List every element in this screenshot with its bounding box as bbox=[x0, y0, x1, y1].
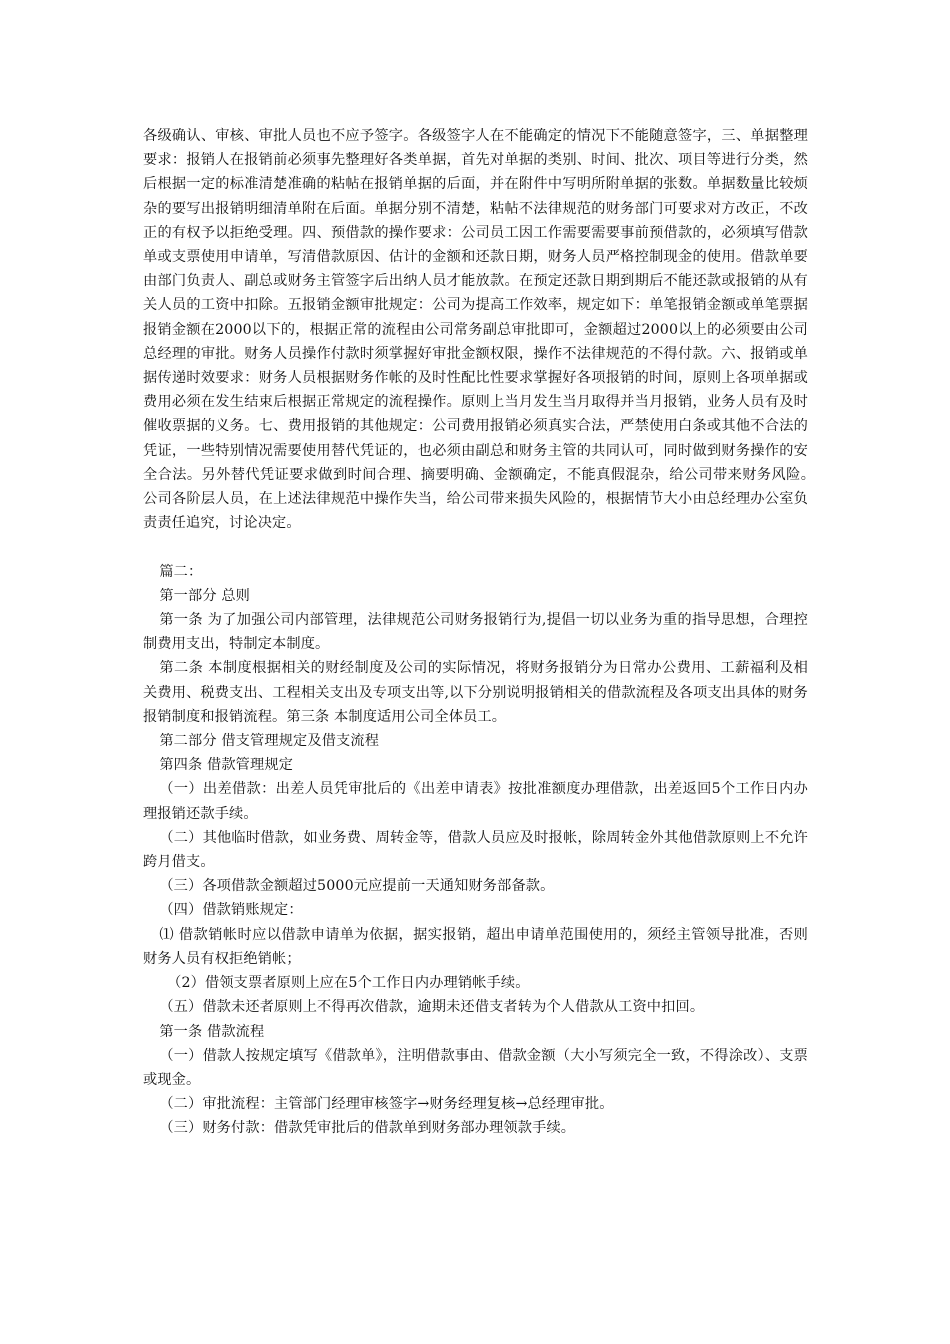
section-heading-part-two: 篇二： bbox=[159, 563, 203, 580]
article-loan-process-heading: 第一条 借款流程 bbox=[159, 1023, 265, 1040]
document-page bbox=[143, 124, 823, 1141]
item-temporary-loan: （二）其他临时借款，如业务费、周转金等，借款人员应及时报帐，除周转金外其他借款原则上不允许跨月借支。 bbox=[143, 829, 808, 871]
part-heading-general-provisions: 第一部分 总则 bbox=[159, 587, 251, 604]
subitem-cheque-settlement: （2）借领支票者原则上应在5个工作日内办理销帐手续。 bbox=[167, 975, 530, 992]
article-one: 第一条 为了加强公司内部管理，法律规范公司财务报销行为,提倡一切以业务为重的指导思想，合理控制费用支出，特制定本制度。 bbox=[143, 612, 808, 653]
item-finance-payment: （三）财务付款：借款凭审批后的借款单到财务部办理领款手续。 bbox=[159, 1120, 576, 1137]
item-unpaid-loan: （五）借款未还者原则上不得再次借款，逾期未还借支者转为个人借款从工资中扣回。 bbox=[159, 999, 705, 1016]
item-fill-loan-form: （一）借款人按规定填写《借款单》，注明借款事由、借款金额（大小写须完全一致，不得涂改）、支票或现金。 bbox=[143, 1047, 808, 1088]
article-two-three: 第二条 本制度根据相关的财经制度及公司的实际情况，将财务报销分为日常办公费用、工薪福利及相关费用、税费支出、工程相关支出及专项支出等,以下分别说明报销相关的借款流程及各项支出具体的财务报销制度和报销流程。第三条 本制度适用公司全体员工。 bbox=[143, 660, 808, 725]
item-loan-settlement: （四）借款销账规定： bbox=[159, 902, 303, 919]
part-heading-borrowing: 第二部分 借支管理规定及借支流程 bbox=[159, 733, 380, 750]
item-approval-process: （二）审批流程：主管部门经理审核签字→财务经理复核→总经理审批。 bbox=[159, 1096, 614, 1113]
subitem-settlement-basis: ⑴ 借款销帐时应以借款申请单为依据，据实报销，超出申请单范围使用的，须经主管领导批准，否则财务人员有权拒绝销帐； bbox=[143, 926, 808, 967]
article-four-heading: 第四条 借款管理规定 bbox=[159, 757, 294, 774]
item-loan-notice: （三）各项借款金额超过5000元应提前一天通知财务部备款。 bbox=[159, 878, 555, 895]
item-travel-loan: （一）出差借款：出差人员凭审批后的《出差申请表》按批准额度办理借款，出差返回5个工作日内办理报销还款手续。 bbox=[143, 781, 808, 822]
paragraph-gap bbox=[143, 535, 808, 559]
body-paragraph-reimbursement-rules: 各级确认、审核、审批人员也不应予签字。各级签字人在不能确定的情况下不能随意签字，三、单据整理要求：报销人在报销前必须事先整理好各类单据，首先对单据的类别、时间、批次、项目等进行分类，然后根据一定的标准清楚准确的粘帖在报销单据的后面，并在附件中写明所附单据的张数。单据数量比较烦杂的要写出报销明细清单附在后面。单据分别不清楚，粘帖不法律规范的财务部门可要求对方改正，不改正的有权予以拒绝受理。四、预借款的操作要求：公司员工因工作需要需要事前预借款的，必须填写借款单或支票使用申请单，写清借款原因、估计的金额和还款日期，财务人员严格控制现金的使用。借款单要由部门负责人、副总或财务主管签字后出纳人员才能放款。在预定还款日期到期后不能还款或报销的从有关人员的工资中扣除。五报销金额审批规定：公司为提高工作效率，规定如下：单笔报销金额或单笔票据报销金额在2000以下的，根据正常的流程由公司常务副总审批即可，金额超过2000以上的必须要由公司总经理的审批。财务人员操作付款时须掌握好审批金额权限，操作不法律规范的不得付款。六、报销或单据传递时效要求：财务人员根据财务作帐的及时性配比性要求掌握好各项报销的时间，原则上各项单据或费用必须在发生结束后根据正常规定的流程操作。原则上当月发生当月取得并当月报销，业务人员有及时催收票据的义务。七、费用报销的其他规定：公司费用报销必须真实合法，严禁使用白条或其他不合法的凭证，一些特别情况需要使用替代凭证的，也必须由副总和财务主管的共同认可，同时做到财务操作的安全合法。另外替代凭证要求做到时间合理、摘要明确、金额确定，不能真假混杂，给公司带来财务风险。 公司各阶层人员，在上述法律规范中操作失当，给公司带来损失风险的，根据情节大小由总经理办公室负责责任追究，讨论决定。 bbox=[143, 128, 823, 532]
